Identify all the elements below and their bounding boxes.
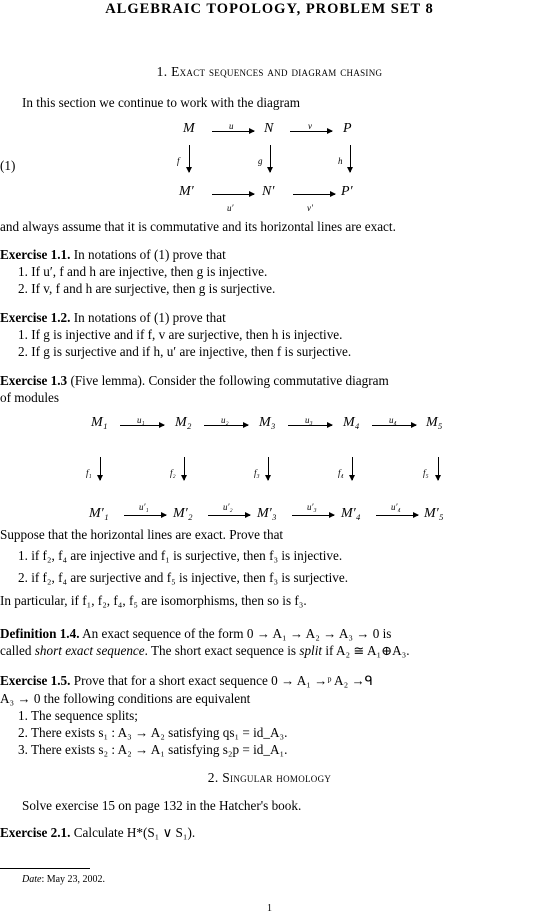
node-M1-prime: M′₁ <box>89 506 109 521</box>
arrow-h <box>350 145 351 172</box>
arrow-u1-prime <box>124 515 166 516</box>
exercise-1-2-item-2: 2. If g is surjective and if h, u′ are injective, then f is surjective. <box>18 344 352 359</box>
arrow-u3-prime <box>292 515 334 516</box>
section-2-heading: 2. Singular homology <box>207 770 332 785</box>
equation-tag: (1) <box>0 158 16 173</box>
node-M: M <box>183 121 195 136</box>
arrow-f1 <box>100 457 101 480</box>
label-g: g <box>258 156 263 166</box>
arrow-f3 <box>268 457 269 480</box>
exercise-1-3-item-2: 2. if f₂, f₄ are surjective and f₅ is injective, then f₃ is surjective. <box>18 570 349 585</box>
label-u2-prime: u′₂ <box>223 502 233 512</box>
label-u4: u₄ <box>389 415 397 425</box>
exercise-1-3: Exercise 1.3 (Five lemma). Consider the following commutative diagram <box>0 373 389 388</box>
arrow-f4 <box>352 457 353 480</box>
arrow-v-prime <box>293 194 335 195</box>
exercise-1-3-item-1: 1. if f₂, f₄ are injective and f₁ is surjective, then f₃ is injective. <box>18 548 343 563</box>
node-M5: M₅ <box>426 415 443 430</box>
label-v: v <box>308 121 312 131</box>
definition-1-4: Definition 1.4. An exact sequence of the form 0 → A₁ → A₂ → A₃ → 0 is <box>0 626 392 641</box>
exercise-1-3-particular: In particular, if f₁, f₂, f₄, f₅ are isomorphisms, then so is f₃. <box>0 593 307 608</box>
exercise-1-5-line-2: A₃ → 0 the following conditions are equivalent <box>0 691 251 706</box>
exercise-1-1-item-1: 1. If u′, f and h are injective, then g is injective. <box>18 264 268 279</box>
footnote-rule <box>0 868 90 869</box>
arrow-u-prime <box>212 194 254 195</box>
node-M3: M₃ <box>259 415 276 430</box>
label-u3: u₃ <box>305 415 313 425</box>
node-M4: M₄ <box>343 415 360 430</box>
node-M5-prime: M′₅ <box>424 506 444 521</box>
node-N-prime: N′ <box>262 184 275 199</box>
arrow-u2-prime <box>208 515 250 516</box>
node-M-prime: M′ <box>179 184 194 199</box>
label-f: f <box>177 156 180 166</box>
label-f5: f₅ <box>423 468 429 478</box>
exercise-1-5-item-3: 3. There exists s₂ : A₂ → A₁ satisfying s₂p = id_A₁. <box>18 742 288 757</box>
label-f3: f₃ <box>254 468 260 478</box>
node-P-prime: P′ <box>341 184 353 199</box>
page-title: ALGEBRAIC TOPOLOGY, PROBLEM SET 8 <box>105 1 434 17</box>
arrow-f5 <box>438 457 439 480</box>
arrow-g <box>270 145 271 172</box>
exercise-1-1-item-2: 2. If v, f and h are surjective, then g is surjective. <box>18 281 276 296</box>
exercise-1-2-item-1: 1. If g is injective and if f, v are surjective, then h is injective. <box>18 327 343 342</box>
exercise-1-3-suppose: Suppose that the horizontal lines are exact. Prove that <box>0 527 284 542</box>
label-f4: f₄ <box>338 468 344 478</box>
node-P: P <box>343 121 352 136</box>
node-M2-prime: M′₂ <box>173 506 193 521</box>
label-u-prime: u′ <box>227 203 234 213</box>
footnote: Date: May 23, 2002. <box>22 874 106 885</box>
node-M2: M₂ <box>175 415 192 430</box>
label-f2: f₂ <box>170 468 176 478</box>
exercise-1-3-line-2: of modules <box>0 390 59 405</box>
node-M3-prime: M′₃ <box>257 506 277 521</box>
exercise-1-1: Exercise 1.1. In notations of (1) prove that <box>0 247 226 262</box>
label-u1-prime: u′₁ <box>139 502 149 512</box>
label-f1: f₁ <box>86 468 92 478</box>
node-N: N <box>264 121 274 136</box>
arrow-u4-prime <box>376 515 418 516</box>
arrow-f <box>189 145 190 172</box>
solve-paragraph: Solve exercise 15 on page 132 in the Hatcher's book. <box>22 798 302 813</box>
section-1-heading: 1. Exact sequences and diagram chasing <box>156 64 383 79</box>
page-number: 1 <box>267 903 272 914</box>
exercise-1-2: Exercise 1.2. In notations of (1) prove that <box>0 310 226 325</box>
label-h: h <box>338 156 343 166</box>
exercise-2-1: Exercise 2.1. Calculate H*(S₁ ∨ S₁). <box>0 825 196 840</box>
label-u2: u₂ <box>221 415 229 425</box>
node-M1: M₁ <box>91 415 108 430</box>
intro-paragraph: In this section we continue to work with the diagram <box>22 95 300 110</box>
definition-1-4-line-2: called short exact sequence. The short exact sequence is split if A₂ ≅ A₁⊕A₃. <box>0 643 410 658</box>
exercise-1-5-item-2: 2. There exists s₁ : A₃ → A₂ satisfying qs₁ = id_A₃. <box>18 725 288 740</box>
node-M4-prime: M′₄ <box>341 506 361 521</box>
exercise-1-5: Exercise 1.5. Prove that for a short exact sequence 0 → A₁ →ᵖ A₂ →ᑫ <box>0 673 373 688</box>
after-diagram-text: and always assume that it is commutative and its horizontal lines are exact. <box>0 219 396 234</box>
label-v-prime: v′ <box>307 203 313 213</box>
arrow-f2 <box>184 457 185 480</box>
label-u3-prime: u′₃ <box>307 502 317 512</box>
label-u1: u₁ <box>137 415 145 425</box>
label-u4-prime: u′₄ <box>391 502 401 512</box>
label-u: u <box>229 121 234 131</box>
exercise-1-5-item-1: 1. The sequence splits; <box>18 708 138 723</box>
